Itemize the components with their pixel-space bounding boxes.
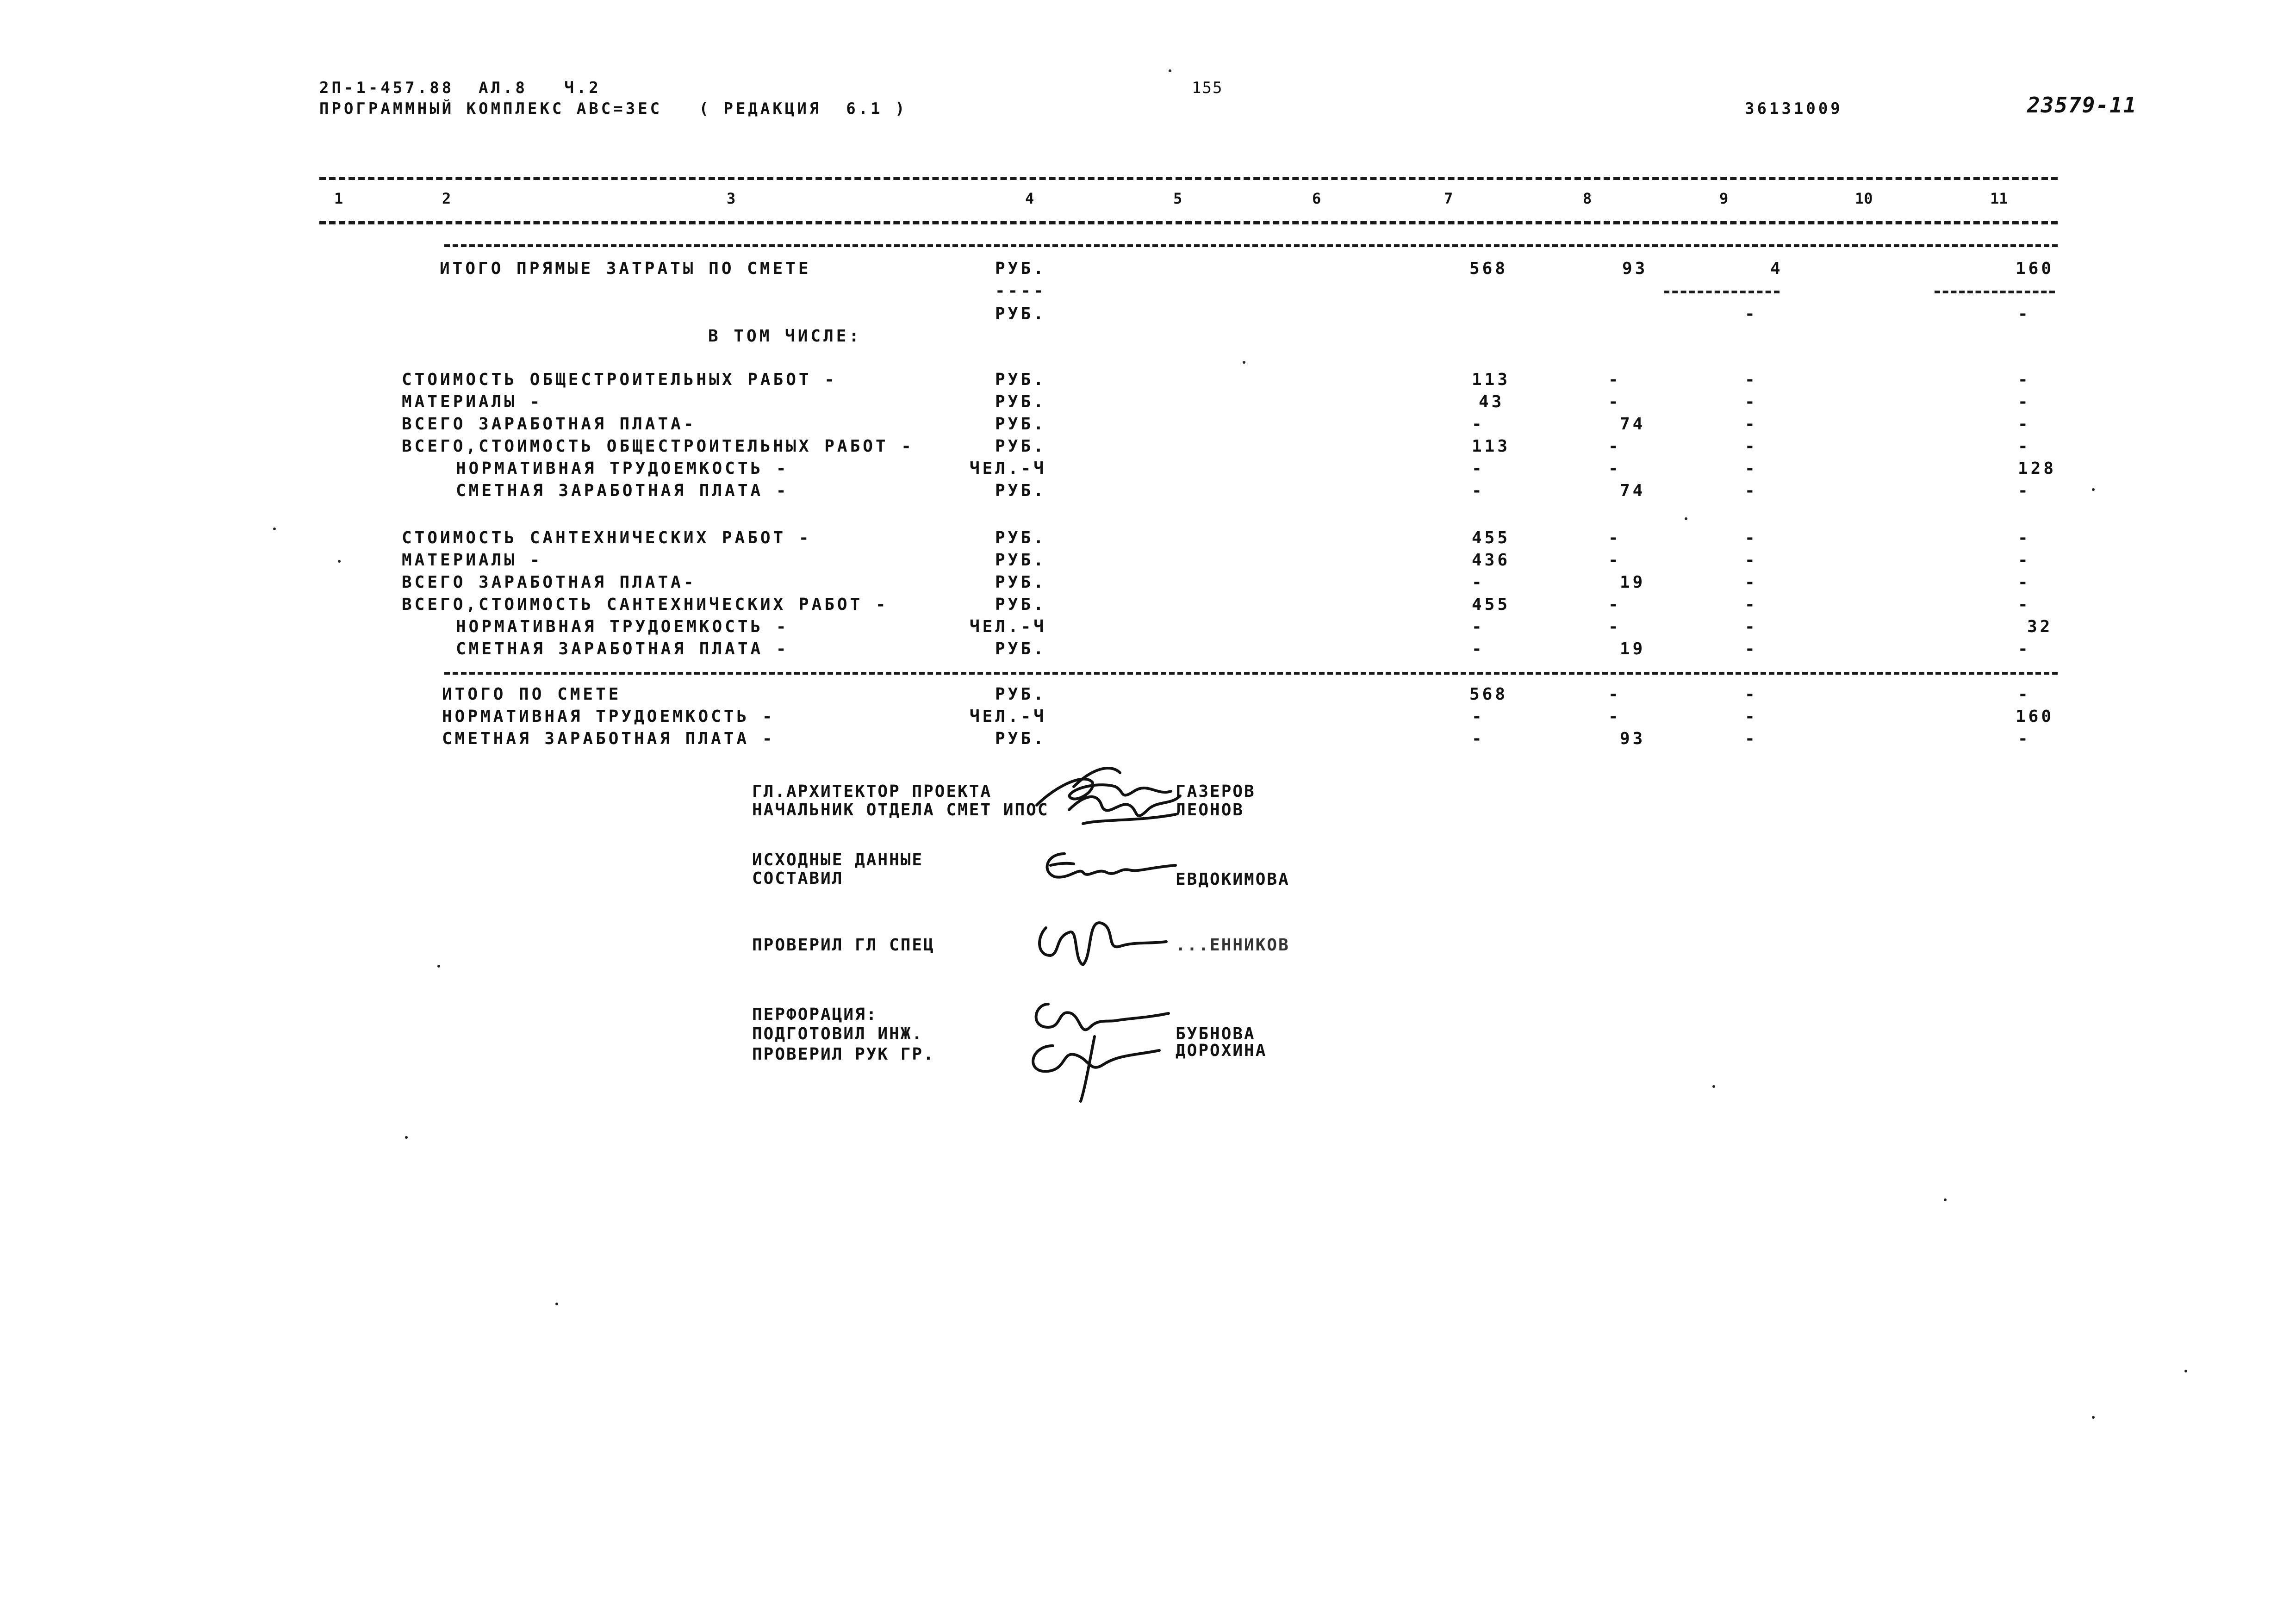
perforation-label: ПЕРФОРАЦИЯ: (752, 1005, 878, 1024)
cell-col11: - (2018, 528, 2031, 547)
row-unit: РУБ. (995, 685, 1046, 704)
column-number: 2 (442, 190, 451, 207)
section-rule (444, 244, 2058, 247)
column-number: 6 (1312, 190, 1321, 207)
row-label: НОРМАТИВНАЯ ТРУДОЕМКОСТЬ - (456, 459, 789, 478)
cell-col8: - (1608, 707, 1621, 726)
row-label: МАТЕРИАЛЫ - (402, 392, 543, 411)
column-number: 9 (1719, 190, 1729, 207)
scan-speck (555, 1303, 558, 1305)
row-unit: РУБ. (995, 370, 1046, 389)
chief-architect-name: ГАЗЕРОВ (1176, 782, 1256, 801)
row-unit: РУБ. (995, 481, 1046, 500)
row-unit: РУБ. (995, 528, 1046, 547)
cell-col9: - (1745, 459, 1758, 478)
table-top-rule (319, 177, 2058, 180)
cell-col11: - (2018, 437, 2031, 456)
cell-col11: 160 (2016, 707, 2054, 726)
row-label: НОРМАТИВНАЯ ТРУДОЕМКОСТЬ - (442, 707, 775, 726)
cell-col9: - (1745, 729, 1758, 748)
cell-col11: - (2018, 304, 2031, 323)
cell-col7: 43 (1479, 392, 1505, 411)
cell-col8: - (1608, 528, 1621, 547)
checked-group-label: ПРОВЕРИЛ РУК ГР. (752, 1045, 935, 1064)
document-code: 36131009 (1745, 99, 1843, 118)
row-unit: РУБ. (995, 415, 1046, 434)
scan-speck (437, 965, 440, 968)
row-label: СМЕТНАЯ ЗАРАБОТНАЯ ПЛАТА - (456, 639, 789, 658)
row-unit: РУБ. (995, 595, 1046, 614)
row-label: ВСЕГО ЗАРАБОТНАЯ ПЛАТА- (402, 573, 697, 592)
cell-col7: - (1472, 481, 1485, 500)
row-unit: РУБ. (995, 437, 1046, 456)
row-label: СТОИМОСТЬ ОБЩЕСТРОИТЕЛЬНЫХ РАБОТ - (402, 370, 837, 389)
compiler-name: ЕВДОКИМОВА (1176, 870, 1290, 889)
cell-col7: - (1472, 459, 1485, 478)
cell-col7: - (1472, 729, 1485, 748)
cell-col8: - (1608, 459, 1621, 478)
cell-col11: - (2018, 415, 2031, 434)
scan-speck (1243, 361, 1245, 364)
subtotal-rule (1935, 291, 2055, 293)
cell-col9: - (1745, 551, 1758, 570)
cell-col9: - (1745, 573, 1758, 592)
cell-col11: - (2018, 392, 2031, 411)
row-unit: ЧЕЛ.-Ч (970, 707, 1047, 726)
signature-evdokimova (1037, 840, 1180, 895)
cell-col8: - (1608, 617, 1621, 636)
cell-col9: - (1745, 481, 1758, 500)
stamp-number: 23579-11 (2027, 93, 2137, 118)
cell-col8: 19 (1620, 573, 1646, 592)
totals-rule (444, 672, 2058, 675)
row-unit: РУБ. (995, 259, 1046, 278)
source-data-label: ИСХОДНЫЕ ДАННЫЕ (752, 850, 924, 869)
column-header-bottom-rule (319, 221, 2058, 224)
doc-code: 2П-1-457.88 АЛ.8 Ч.2 (319, 79, 601, 97)
row-unit: РУБ. (995, 729, 1046, 748)
signature-chief-specialist (1027, 909, 1176, 979)
row-label: ИТОГО ПРЯМЫЕ ЗАТРАТЫ ПО СМЕТЕ (440, 259, 811, 278)
cell-col7: - (1472, 415, 1485, 434)
row-label: ИТОГО ПО СМЕТЕ (442, 685, 622, 704)
row-unit: РУБ. (995, 551, 1046, 570)
scan-speck (338, 560, 341, 563)
cell-col9: - (1745, 595, 1758, 614)
row-unit: РУБ. (995, 304, 1046, 323)
cell-col11: - (2018, 370, 2031, 389)
compiled-label: СОСТАВИЛ (752, 869, 844, 888)
row-label: ВСЕГО,СТОИМОСТЬ САНТЕХНИЧЕСКИХ РАБОТ - (402, 595, 889, 614)
scan-speck (1944, 1198, 1947, 1201)
cell-col8: - (1608, 370, 1621, 389)
cell-col11: - (2018, 639, 2031, 658)
cell-col11: 32 (2027, 617, 2053, 636)
cell-col9: - (1745, 392, 1758, 411)
column-number: 11 (1990, 190, 2008, 207)
checked-spec-label: ПРОВЕРИЛ ГЛ СПЕЦ (752, 936, 935, 955)
row-dashes: ---- (995, 281, 1046, 300)
scan-speck (2092, 1416, 2095, 1419)
including-heading: В ТОМ ЧИСЛЕ: (708, 327, 862, 346)
column-number: 8 (1583, 190, 1592, 207)
cell-col8: 74 (1620, 481, 1646, 500)
cell-col8: 74 (1620, 415, 1646, 434)
subtotal-rule (1664, 291, 1780, 293)
scan-speck (1685, 517, 1687, 520)
prepared-name: БУБНОВА (1176, 1024, 1256, 1043)
row-unit: ЧЕЛ.-Ч (970, 459, 1047, 478)
cell-col9: - (1745, 617, 1758, 636)
cell-col8: - (1608, 595, 1621, 614)
cell-col11: - (2018, 481, 2031, 500)
cell-col11: - (2018, 729, 2031, 748)
scan-speck (2092, 488, 2095, 491)
row-label: ВСЕГО ЗАРАБОТНАЯ ПЛАТА- (402, 415, 697, 434)
cell-col7: 568 (1469, 259, 1508, 278)
scan-speck (1712, 1085, 1715, 1088)
row-label: СТОИМОСТЬ САНТЕХНИЧЕСКИХ РАБОТ - (402, 528, 812, 547)
cell-col9: - (1745, 437, 1758, 456)
column-number: 3 (727, 190, 736, 207)
cell-col8: - (1608, 437, 1621, 456)
cell-col9: - (1745, 685, 1758, 704)
cell-col11: - (2018, 685, 2031, 704)
cell-col11: - (2018, 573, 2031, 592)
cell-col7: - (1472, 573, 1485, 592)
cell-col8: 19 (1620, 639, 1646, 658)
cell-col11: 160 (2016, 259, 2054, 278)
cell-col9: - (1745, 639, 1758, 658)
scan-speck (405, 1136, 408, 1139)
row-unit: РУБ. (995, 639, 1046, 658)
row-unit: РУБ. (995, 573, 1046, 592)
signature-leonov (1064, 782, 1185, 833)
cell-col7: - (1472, 639, 1485, 658)
scan-speck (2184, 1370, 2187, 1372)
cell-col7: 455 (1472, 595, 1511, 614)
cell-col9: - (1745, 370, 1758, 389)
cell-col8: - (1608, 392, 1621, 411)
cell-col9: 4 (1770, 259, 1783, 278)
cell-col9: - (1745, 304, 1758, 323)
cell-col7: 436 (1472, 551, 1511, 570)
row-label: ВСЕГО,СТОИМОСТЬ ОБЩЕСТРОИТЕЛЬНЫХ РАБОТ - (402, 437, 914, 456)
checker-name: ...ЕННИКОВ (1176, 936, 1290, 955)
chief-architect-title: ГЛ.АРХИТЕКТОР ПРОЕКТА (752, 782, 992, 801)
cell-col11: - (2018, 551, 2031, 570)
column-number: 4 (1025, 190, 1034, 207)
column-number: 10 (1855, 190, 1873, 207)
row-label: СМЕТНАЯ ЗАРАБОТНАЯ ПЛАТА - (456, 481, 789, 500)
column-number: 7 (1444, 190, 1453, 207)
row-unit: РУБ. (995, 392, 1046, 411)
row-label: НОРМАТИВНАЯ ТРУДОЕМКОСТЬ - (456, 617, 789, 636)
page-number: 155 (1192, 79, 1223, 97)
cell-col11: - (2018, 595, 2031, 614)
cell-col11: 128 (2018, 459, 2057, 478)
cell-col7: 455 (1472, 528, 1511, 547)
estimates-head-title: НАЧАЛЬНИК ОТДЕЛА СМЕТ ИПОС (752, 801, 1049, 819)
cell-col8: 93 (1620, 729, 1646, 748)
cell-col7: 568 (1469, 685, 1508, 704)
cell-col7: 113 (1472, 437, 1511, 456)
cell-col7: 113 (1472, 370, 1511, 389)
column-number: 1 (334, 190, 343, 207)
cell-col7: - (1472, 707, 1485, 726)
row-label: СМЕТНАЯ ЗАРАБОТНАЯ ПЛАТА - (442, 729, 775, 748)
scan-speck (1169, 69, 1171, 72)
column-number: 5 (1173, 190, 1182, 207)
row-unit: ЧЕЛ.-Ч (970, 617, 1047, 636)
row-label: МАТЕРИАЛЫ - (402, 551, 543, 570)
cell-col8: 93 (1622, 259, 1648, 278)
estimates-head-name: ЛЕОНОВ (1176, 801, 1244, 819)
cell-col9: - (1745, 707, 1758, 726)
cell-col9: - (1745, 528, 1758, 547)
prepared-eng-label: ПОДГОТОВИЛ ИНЖ. (752, 1024, 924, 1043)
cell-col7: - (1472, 617, 1485, 636)
cell-col8: - (1608, 685, 1621, 704)
cell-col9: - (1745, 415, 1758, 434)
scan-speck (273, 528, 276, 530)
cell-col8: - (1608, 551, 1621, 570)
signature-bubnova-dorokhina (1020, 995, 1173, 1106)
program-title: ПРОГРАММНЫЙ КОМПЛЕКС АВС=3ЕС ( РЕДАКЦИЯ 6.1 ) (319, 99, 908, 118)
checked-group-name: ДОРОХИНА (1176, 1041, 1267, 1060)
